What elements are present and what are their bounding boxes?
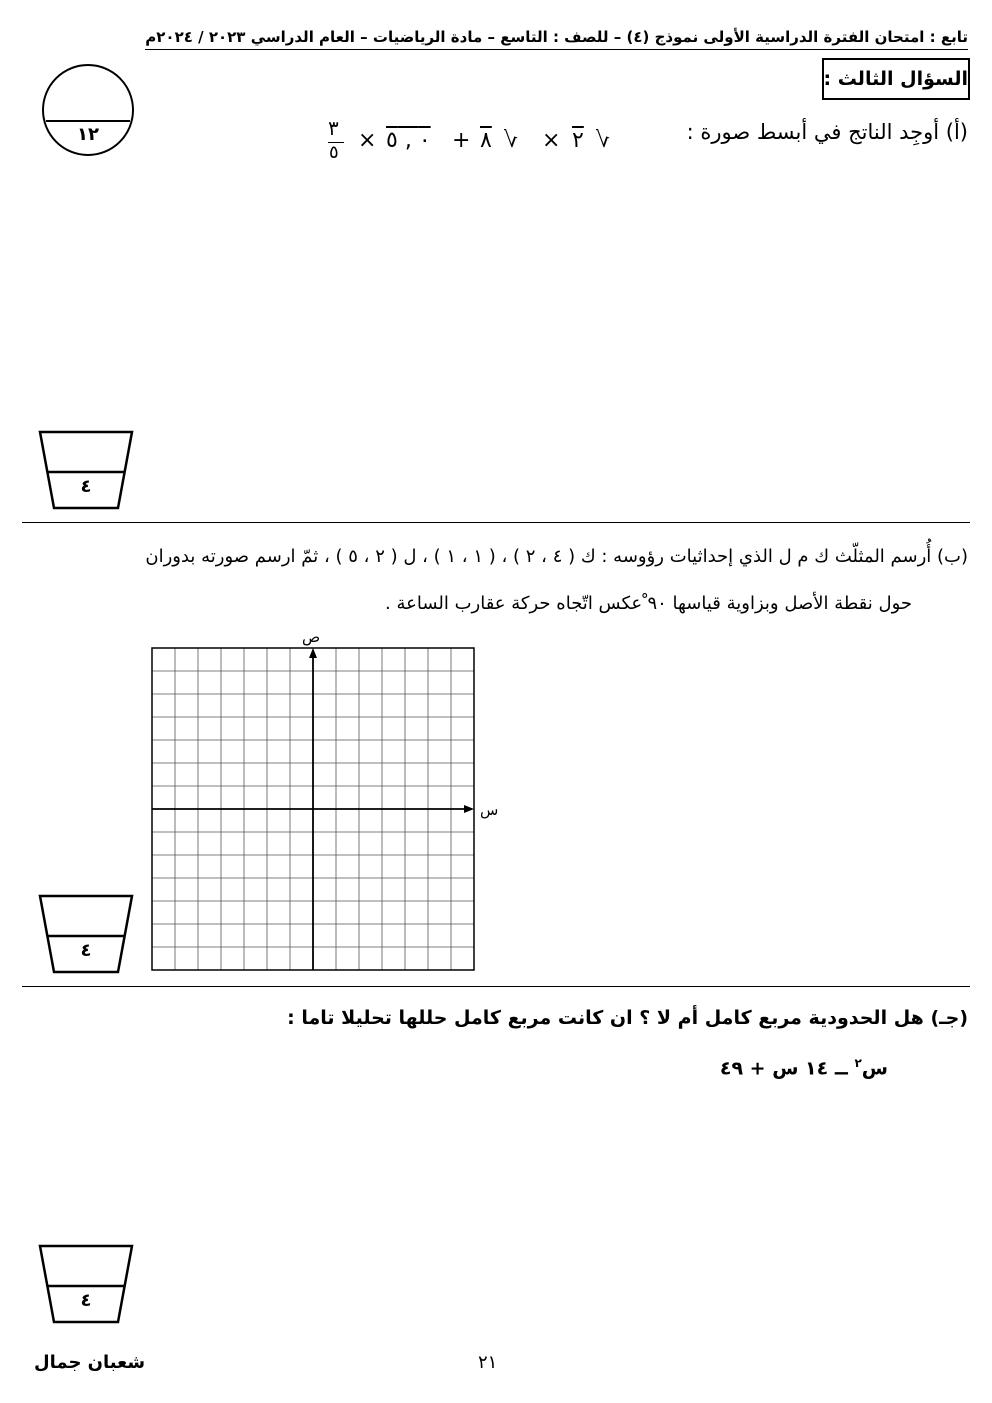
part-b-line2: حول نقطة الأصل وبزاوية قياسها ٩٠ ْعكس اتّجاه حركة عقارب الساعة .: [385, 593, 912, 614]
plus-sign: +: [452, 128, 471, 153]
section-separator-1: [22, 522, 970, 523]
header-title: تابع : امتحان الفترة الدراسية الأولى نموذج (٤) – للصف : التاسع – مادة الرياضيات – العام الدراسي ٢٠٢٣ / ٢٠٢٤م: [145, 26, 968, 50]
part-c-text: (جـ) هل الحدودية مربع كامل أم لا ؟ ان كانت مربع كامل حللها تحليلا تاما :: [287, 1007, 968, 1029]
radicand-8: ٨: [480, 128, 492, 153]
sqrt-sign-2: √: [504, 128, 519, 153]
score-cup-shape: [38, 430, 134, 510]
fraction-denominator: ٥: [329, 142, 339, 163]
question-title: السؤال الثالث :: [823, 68, 968, 90]
part-c-score-cup: [38, 1244, 134, 1324]
total-score: ١٢: [77, 124, 99, 145]
y-axis-label: ص: [302, 630, 321, 646]
total-score-circle: [42, 64, 134, 156]
sqrt-sign-1: √: [596, 128, 611, 153]
part-b-line1: (ب) أُرسم المثلّث ك م ل الذي إحداثيات رؤوسه : ك ( ٤ ، ٢ ) ، ( ١ ، ١ ) ، ل ( ٢ ، ٥ ) ، ثمّ ارسم صورته بدوران: [145, 546, 968, 567]
question-title-box: [822, 58, 970, 100]
part-a-text: (أ) أوجِد الناتج في أبسط صورة :: [686, 120, 968, 144]
section-separator-2: [22, 986, 970, 987]
author-name: شعبان جمال: [34, 1352, 146, 1373]
part-c-score: ٤: [80, 1290, 92, 1311]
x-axis-arrow: [464, 805, 474, 813]
part-a-score-cup: [38, 430, 134, 510]
page-number: ٢١: [478, 1352, 498, 1373]
repeating-decimal: ٠ , ٥: [386, 128, 431, 153]
part-b-score: ٤: [80, 940, 92, 961]
score-divider: [46, 120, 130, 122]
radicand-2: ٢: [572, 128, 584, 153]
part-a-expression: [320, 116, 620, 172]
part-b-score-cup: [38, 894, 134, 974]
part-a-score: ٤: [80, 476, 92, 497]
coordinate-grid[interactable]: [140, 630, 510, 980]
x-axis-label: س: [480, 801, 499, 819]
poly-rest: ــ ١٤ س + ٤٩: [719, 1057, 855, 1080]
fraction-numerator: ٣: [328, 116, 339, 140]
score-cup-shape: [38, 894, 134, 974]
score-cup-shape: [38, 1244, 134, 1324]
poly-variable: س: [861, 1057, 888, 1080]
y-axis-arrow: [309, 648, 317, 658]
polynomial: [720, 1056, 888, 1079]
times-sign-2: ×: [358, 128, 377, 153]
poly-power: ٢: [854, 1056, 862, 1070]
times-sign-1: ×: [542, 128, 561, 153]
